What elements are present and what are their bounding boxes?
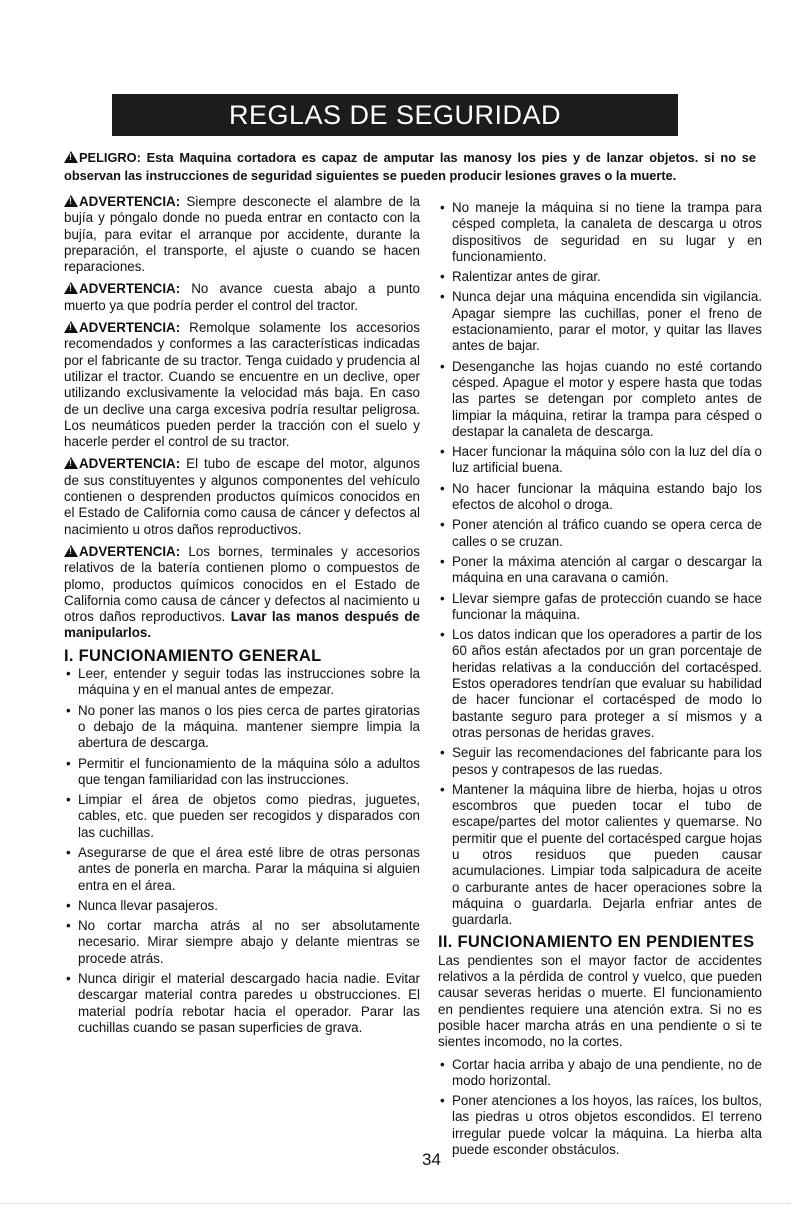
banner-title: REGLAS DE SEGURIDAD [228, 99, 562, 130]
list-item: • Poner atención al tráfico cuando se opera cerca de calles o se cruzan. [438, 517, 762, 550]
list-item: • Poner atenciones a los hoyos, las raíces, los bultos, las piedras u otros objetos escondidos. El terreno irregular puede volcar la máquina. La hierba alta puede esconder obstáculos. [438, 1093, 762, 1158]
warning-paragraph [64, 456, 420, 537]
warning-paragraph [64, 320, 420, 450]
list-item: • No poner las manos o los pies cerca de partes giratorias o debajo de la máquina. mantener siempre limpia la abertura de descarga. [64, 703, 420, 752]
list-item: • Llevar siempre gafas de protección cuando se hace funcionar la máquina. [438, 591, 762, 624]
warning-triangle-icon [64, 282, 78, 294]
list-item: • No cortar marcha atrás al no ser absolutamente necesario. Mirar siempre abajo y delante mientras se procede atrás. [64, 918, 420, 967]
list-item: • No maneje la máquina si no tiene la trampa para césped completa, la canaleta de descarga u otros dispositivos de seguridad en su lugar y en funcionamiento. [438, 200, 762, 265]
list-item: • Nunca dejar una máquina encendida sin vigilancia. Apagar siempre las cuchillas, poner el freno de estacionamiento, parar el motor, y quitar las llaves antes de bajar. [438, 289, 762, 354]
warning-body: Siempre desconecte el alambre de la bujía y póngalo donde no pueda entrar en contacto con la bujía, para evitar el arranque por accidente, durante la preparación, el transporte, el ajuste o cuando se hacen reparaciones. [64, 194, 420, 275]
list-item: • Desenganche las hojas cuando no esté cortando césped. Apague el motor y espere hasta que todas las partes se detengan por completo antes de limpiar la máquina, retirar la trampa para césped o destapar la canaleta de descarga. [438, 359, 762, 440]
bullet-list [438, 1057, 762, 1159]
list-item: • Leer, entender y seguir todas las instrucciones sobre la máquina y en el manual antes de empezar. [64, 666, 420, 699]
danger-text: PELIGRO: Esta Maquina cortadora es capaz de amputar las manosy los pies y de lanzar objetos. si no se observan las instrucciones de seguridad siguientes se pueden producir lesiones graves o la muerte. [64, 150, 756, 183]
section-heading: I. FUNCIONAMIENTO GENERAL [64, 646, 322, 665]
warning-triangle-icon [64, 457, 78, 469]
warning-lead: ADVERTENCIA: [79, 194, 181, 209]
danger-notice [64, 149, 756, 184]
page-number: 34 [422, 1150, 441, 1169]
warning-paragraph [64, 544, 420, 642]
warning-lead: ADVERTENCIA: [79, 281, 181, 297]
list-item: • Ralentizar antes de girar. [438, 269, 762, 285]
warning-tail: Lavar las manos después de manipularlos. [64, 609, 420, 641]
warning-paragraph [64, 194, 420, 275]
warning-body: Remolque solamente los accesorios recomendados y conformes a las características indicadas por el fabricante de su tractor. Tenga cuidado y prudencia al utilizar el tractor. Cuando se encuentre en un declive, oper utilizando exclusivamente la velocidad más baja. En caso de un declive una carga excesiva podría resultar peligrosa. Los neumáticos pueden perder la tracción con el suelo y hacerle perder el control de su tractor. [64, 320, 420, 450]
warning-body: No avance cuesta abajo a punto muerto ya que podría perder el control del tractor. [64, 281, 420, 313]
left-column [64, 194, 420, 1040]
section-intro: Las pendientes son el mayor factor de accidentes relativos a la pérdida de control y vuelco, que pueden causar severas heridas o muerte. El funcionamiento en pendientes requiere una atención extra. Si no es posible hacer marcha atrás en una pendiente o si te sientes incomodo, no la cortes. [438, 952, 762, 1050]
list-item: • Poner la máxima atención al cargar o descargar la máquina en una caravana o camión. [438, 554, 762, 587]
section-heading: II. FUNCIONAMIENTO EN PENDIENTES [438, 933, 755, 952]
warning-lead: ADVERTENCIA: [79, 320, 181, 336]
warning-triangle-icon [64, 545, 78, 557]
list-item: • Cortar hacia arriba y abajo de una pendiente, no de modo horizontal. [438, 1057, 762, 1090]
bullet-list [64, 666, 420, 1036]
list-item: • Mantener la máquina libre de hierba, hojas u otros escombros que pueden tocar el tubo de escape/partes del motor calientes y quemarse. No permitir que el puente del cortacésped cargue hojas u otros residuos que pueden causar acumulaciones. Limpiar toda salpicadura de aceite o carburante antes de hacer operaciones sobre la máquina o guardarla. Dejarla enfriar antes de guardarla. [438, 782, 762, 929]
list-item: • Asegurarse de que el área esté libre de otras personas antes de ponerla en marcha. Parar la máquina si alguien entra en el área. [64, 845, 420, 894]
list-item: • No hacer funcionar la máquina estando bajo los efectos de alcohol o droga. [438, 481, 762, 514]
scan-artifact-divider [0, 1203, 791, 1210]
warning-paragraph [64, 281, 420, 314]
list-item: • Los datos indican que los operadores a partir de los 60 años están afectados por un gran porcentaje de heridas relativas a la conducción del cortacésped. Estos operadores tendrían que evaluar su habilidad de hacer funcionar el cortacésped de modo lo bastante seguro para proteger a sí mismos y a otras personas de heridas graves. [438, 627, 762, 741]
bullet-list [438, 200, 762, 928]
section-banner [112, 94, 678, 136]
list-item: • Nunca llevar pasajeros. [64, 898, 420, 914]
warning-triangle-icon [64, 151, 78, 163]
warning-body: El tubo de escape del motor, algunos de sus constituyentes y algunos componentes del vehículo contienen o desprenden productos químicos conocidos en el Estado de California como causa de cáncer y defectos al nacimiento u otros daños reproductivos. [64, 456, 420, 537]
list-item: • Hacer funcionar la máquina sólo con la luz del día o luz artificial buena. [438, 444, 762, 477]
right-column [438, 200, 762, 1162]
warning-body: Los bornes, terminales y accesorios relativos de la batería contienen plomo o compuestos de plomo, productos químicos conocidos en el Estado de California como causa de cáncer y defectos al nacimiento u otros daños reproductivos. [64, 543, 420, 625]
list-item: • Nunca dirigir el material descargado hacia nadie. Evitar descargar material contra paredes u obstrucciones. El material podría rebotar hacia el operador. Parar las cuchillas cuando se pasan superficies de grava. [64, 971, 420, 1036]
list-item: • Permitir el funcionamiento de la máquina sólo a adultos que tengan familiaridad con las instrucciones. [64, 756, 420, 789]
warning-lead: ADVERTENCIA: [79, 543, 181, 559]
list-item: • Seguir las recomendaciones del fabricante para los pesos y contrapesos de las ruedas. [438, 745, 762, 778]
list-item: • Limpiar el área de objetos como piedras, juguetes, cables, etc. que pueden ser recogidos y disparados con las cuchillas. [64, 792, 420, 841]
warning-triangle-icon [64, 195, 78, 207]
warning-triangle-icon [64, 321, 78, 333]
warning-lead: ADVERTENCIA: [79, 456, 181, 472]
